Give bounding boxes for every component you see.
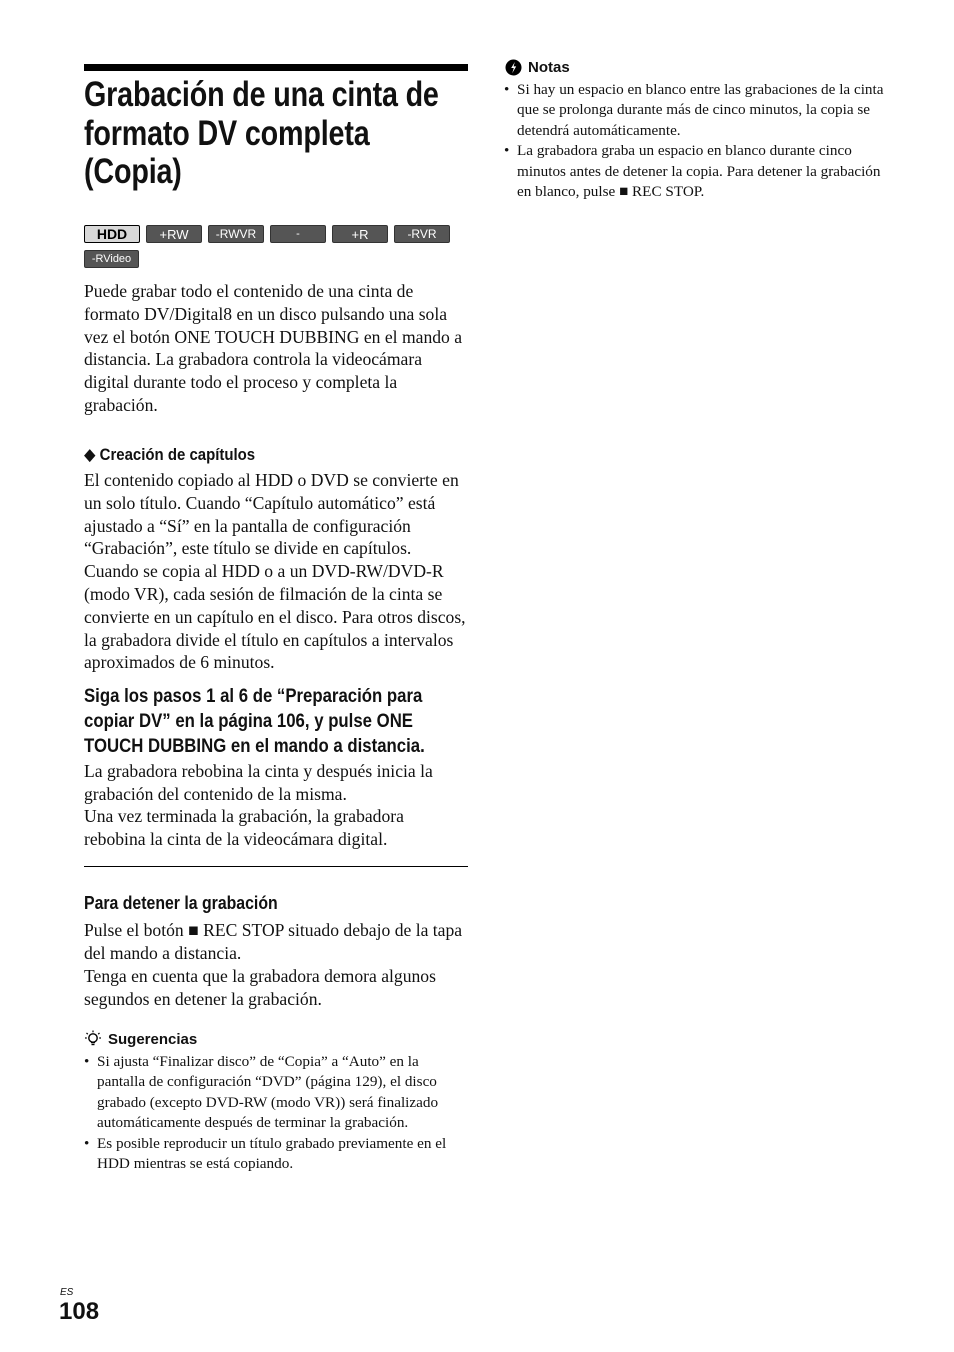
badge-minus-r-vr: -RVR — [394, 225, 450, 243]
list-item: • Si ajusta “Finalizar disco” de “Copia” a “Auto” en la pantalla de configuración “DVD” (página 129), el disco grabado (excepto DVD-RW (modo VR)) será finalizado automáticamente después de terminar la grabación. — [84, 1052, 468, 1134]
badge-hdd: HDD — [84, 225, 140, 243]
lightbulb-icon — [84, 1030, 102, 1048]
disc-type-badges — [84, 225, 474, 275]
step-heading: Siga los pasos 1 al 6 de “Preparación para copiar DV” en la página 106, y pulse ONE TOUCH DUBBING en el mando a distancia. — [84, 685, 425, 757]
page-title: Grabación de una cinta de formato DV completa (Copia) — [84, 75, 439, 191]
step-text-1: La grabadora rebobina la cinta y después inicia la grabación del contenido de la misma. — [84, 761, 433, 804]
badge-minus-rw-vr: -RWVR — [208, 225, 264, 243]
list-item: • La grabadora graba un espacio en blanco durante cinco minutos antes de detener la copia. Para detener la grabación en blanco, pulse ■ REC STOP. — [504, 141, 888, 202]
tips-list — [84, 1052, 468, 1174]
stop-heading: Para detener la grabación — [84, 893, 278, 913]
section-divider — [84, 866, 468, 867]
chapters-section — [84, 445, 484, 465]
badge-plus-r: +R — [332, 225, 388, 243]
tips-heading: Sugerencias — [84, 1030, 197, 1048]
page-language: ES — [60, 1287, 74, 1298]
badge-minus-rw-video: -RWVideo — [270, 225, 326, 243]
page-number: 108 — [59, 1298, 100, 1325]
list-item: • Si hay un espacio en blanco entre las grabaciones de la cinta que se prolonga durante más de cinco minutos, la copia se detendrá automáticamente. — [504, 80, 888, 141]
title-rule — [84, 64, 468, 71]
list-item: • Es posible reproducir un título grabado previamente en el HDD mientras se está copiando. — [84, 1134, 468, 1175]
notes-heading: Notas — [505, 59, 570, 76]
chapters-text: El contenido copiado al HDD o DVD se convierte en un solo título. Cuando “Capítulo automático” está ajustado a “Sí” en la pantalla de configuración “Grabación”, este título se divide en capítulos. Cuando se copia al HDD o a un DVD-RW/DVD-R (modo VR), cada sesión de filmación de la cinta se convierte en un capítulo en el disco. Para otros discos, la grabadora divide el título en capítulos a intervalos aproximados de 6 minutos. — [84, 470, 466, 673]
intro-paragraph: Puede grabar todo el contenido de una cinta de formato DV/Digital8 en un disco pulsando una sola vez el botón ONE TOUCH DUBBING en el mando a distancia. La grabadora controla la videocámara digital durante todo el proceso y completa la grabación. — [84, 281, 463, 415]
warning-icon — [505, 59, 522, 76]
badge-minus-r-video: -RVideo — [84, 250, 139, 268]
notes-list — [504, 80, 888, 202]
stop-text-2: Tenga en cuenta que la grabadora demora algunos segundos en detener la grabación. — [84, 966, 436, 1009]
chapters-heading: ◆ Creación de capítulos — [84, 445, 256, 464]
step-text-2: Una vez terminada la grabación, la grabadora rebobina la cinta de la videocámara digital. — [84, 806, 404, 849]
diamond-icon: ◆ — [84, 445, 100, 464]
stop-text-1: Pulse el botón ■ REC STOP situado debajo de la tapa del mando a distancia. — [84, 920, 463, 963]
badge-plus-rw: +RW — [146, 225, 202, 243]
